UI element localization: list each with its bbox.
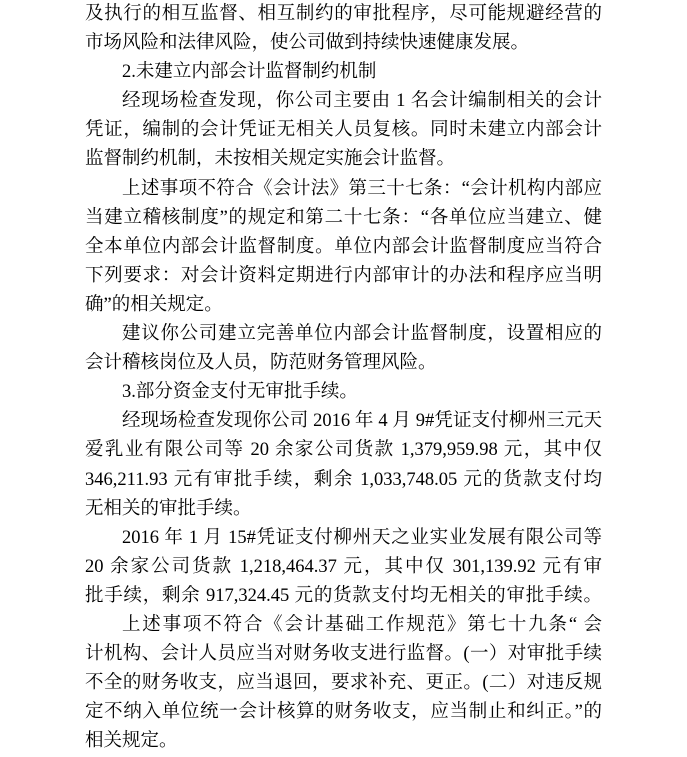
heading-line: 2.未建立内部会计监督制约机制: [122, 62, 377, 83]
paragraph-accounting-norms-basis: [85, 611, 602, 756]
text-line: 上述事项不符合《会计法》第三十七条：“会计机构内部应: [122, 178, 602, 199]
text-line: 确”的相关规定。: [85, 294, 223, 315]
text-line: 全本单位内部会计监督制度。单位内部会计监督制度应当符合: [85, 236, 602, 257]
text-line: 346,211.93 元有审批手续，剩余 1,033,748.05 元的货款支付均: [85, 469, 602, 490]
paragraph-payment-finding-april: [85, 407, 602, 523]
text-line: 上述事项不符合《会计基础工作规范》第七十九条“ 会: [122, 614, 602, 635]
paragraph-recommendation: [85, 320, 602, 378]
text-line: 20 余家公司货款 1,218,464.37 元，其中仅 301,139.92 元有审: [85, 556, 602, 577]
text-line: 经现场检查发现你公司 2016 年 4 月 9#凭证支付柳州三元天: [122, 411, 602, 432]
paragraph-inspection-finding: [85, 87, 602, 174]
text-line: 不全的财务收支，应当退回，要求补充、更正。(二）对违反规: [85, 673, 602, 694]
text-line: 相关规定。: [85, 731, 178, 752]
text-line: 定不纳入单位统一会计核算的财务收支，应当制止和纠正。”的: [85, 702, 602, 723]
text-line: 会计稽核岗位及人员，防范财务管理风险。: [85, 353, 437, 374]
text-line: 无相关的审批手续。: [85, 498, 252, 519]
document-page: [85, 0, 602, 756]
text-line: 经现场检查发现，你公司主要由 1 名会计编制相关的会计: [122, 91, 602, 112]
text-line: 2016 年 1 月 15#凭证支付柳州天之业实业发展有限公司等: [122, 527, 602, 548]
heading-line: 3.部分资金支付无审批手续。: [122, 382, 358, 403]
text-line: 计机构、会计人员应当对财务收支进行监督。(一）对审批手续: [85, 644, 602, 665]
text-line: 监督制约机制，未按相关规定实施会计监督。: [85, 149, 456, 170]
paragraph-payment-finding-january: [85, 524, 602, 611]
paragraph-continuation: [85, 0, 602, 58]
text-line: 下列要求：对会计资料定期进行内部审计的办法和程序应当明: [85, 265, 602, 286]
text-line: 凭证，编制的会计凭证无相关人员复核。同时未建立内部会计: [85, 120, 602, 141]
text-line: 市场风险和法律风险，使公司做到持续快速健康发展。: [85, 33, 530, 54]
text-line: 及执行的相互监督、相互制约的审批程序，尽可能规避经营的: [85, 4, 602, 24]
text-line: 批手续，剩余 917,324.45 元的货款支付均无相关的审批手续。: [85, 585, 602, 606]
section-heading-3: [85, 378, 602, 407]
section-heading-2: [85, 58, 602, 87]
text-line: 爱乳业有限公司等 20 余家公司货款 1,379,959.98 元，其中仅: [85, 440, 602, 461]
text-line: 当建立稽核制度”的规定和第二十七条：“各单位应当建立、健: [85, 207, 602, 228]
text-line: 建议你公司建立完善单位内部会计监督制度，设置相应的: [122, 324, 602, 345]
paragraph-legal-basis: [85, 175, 602, 320]
